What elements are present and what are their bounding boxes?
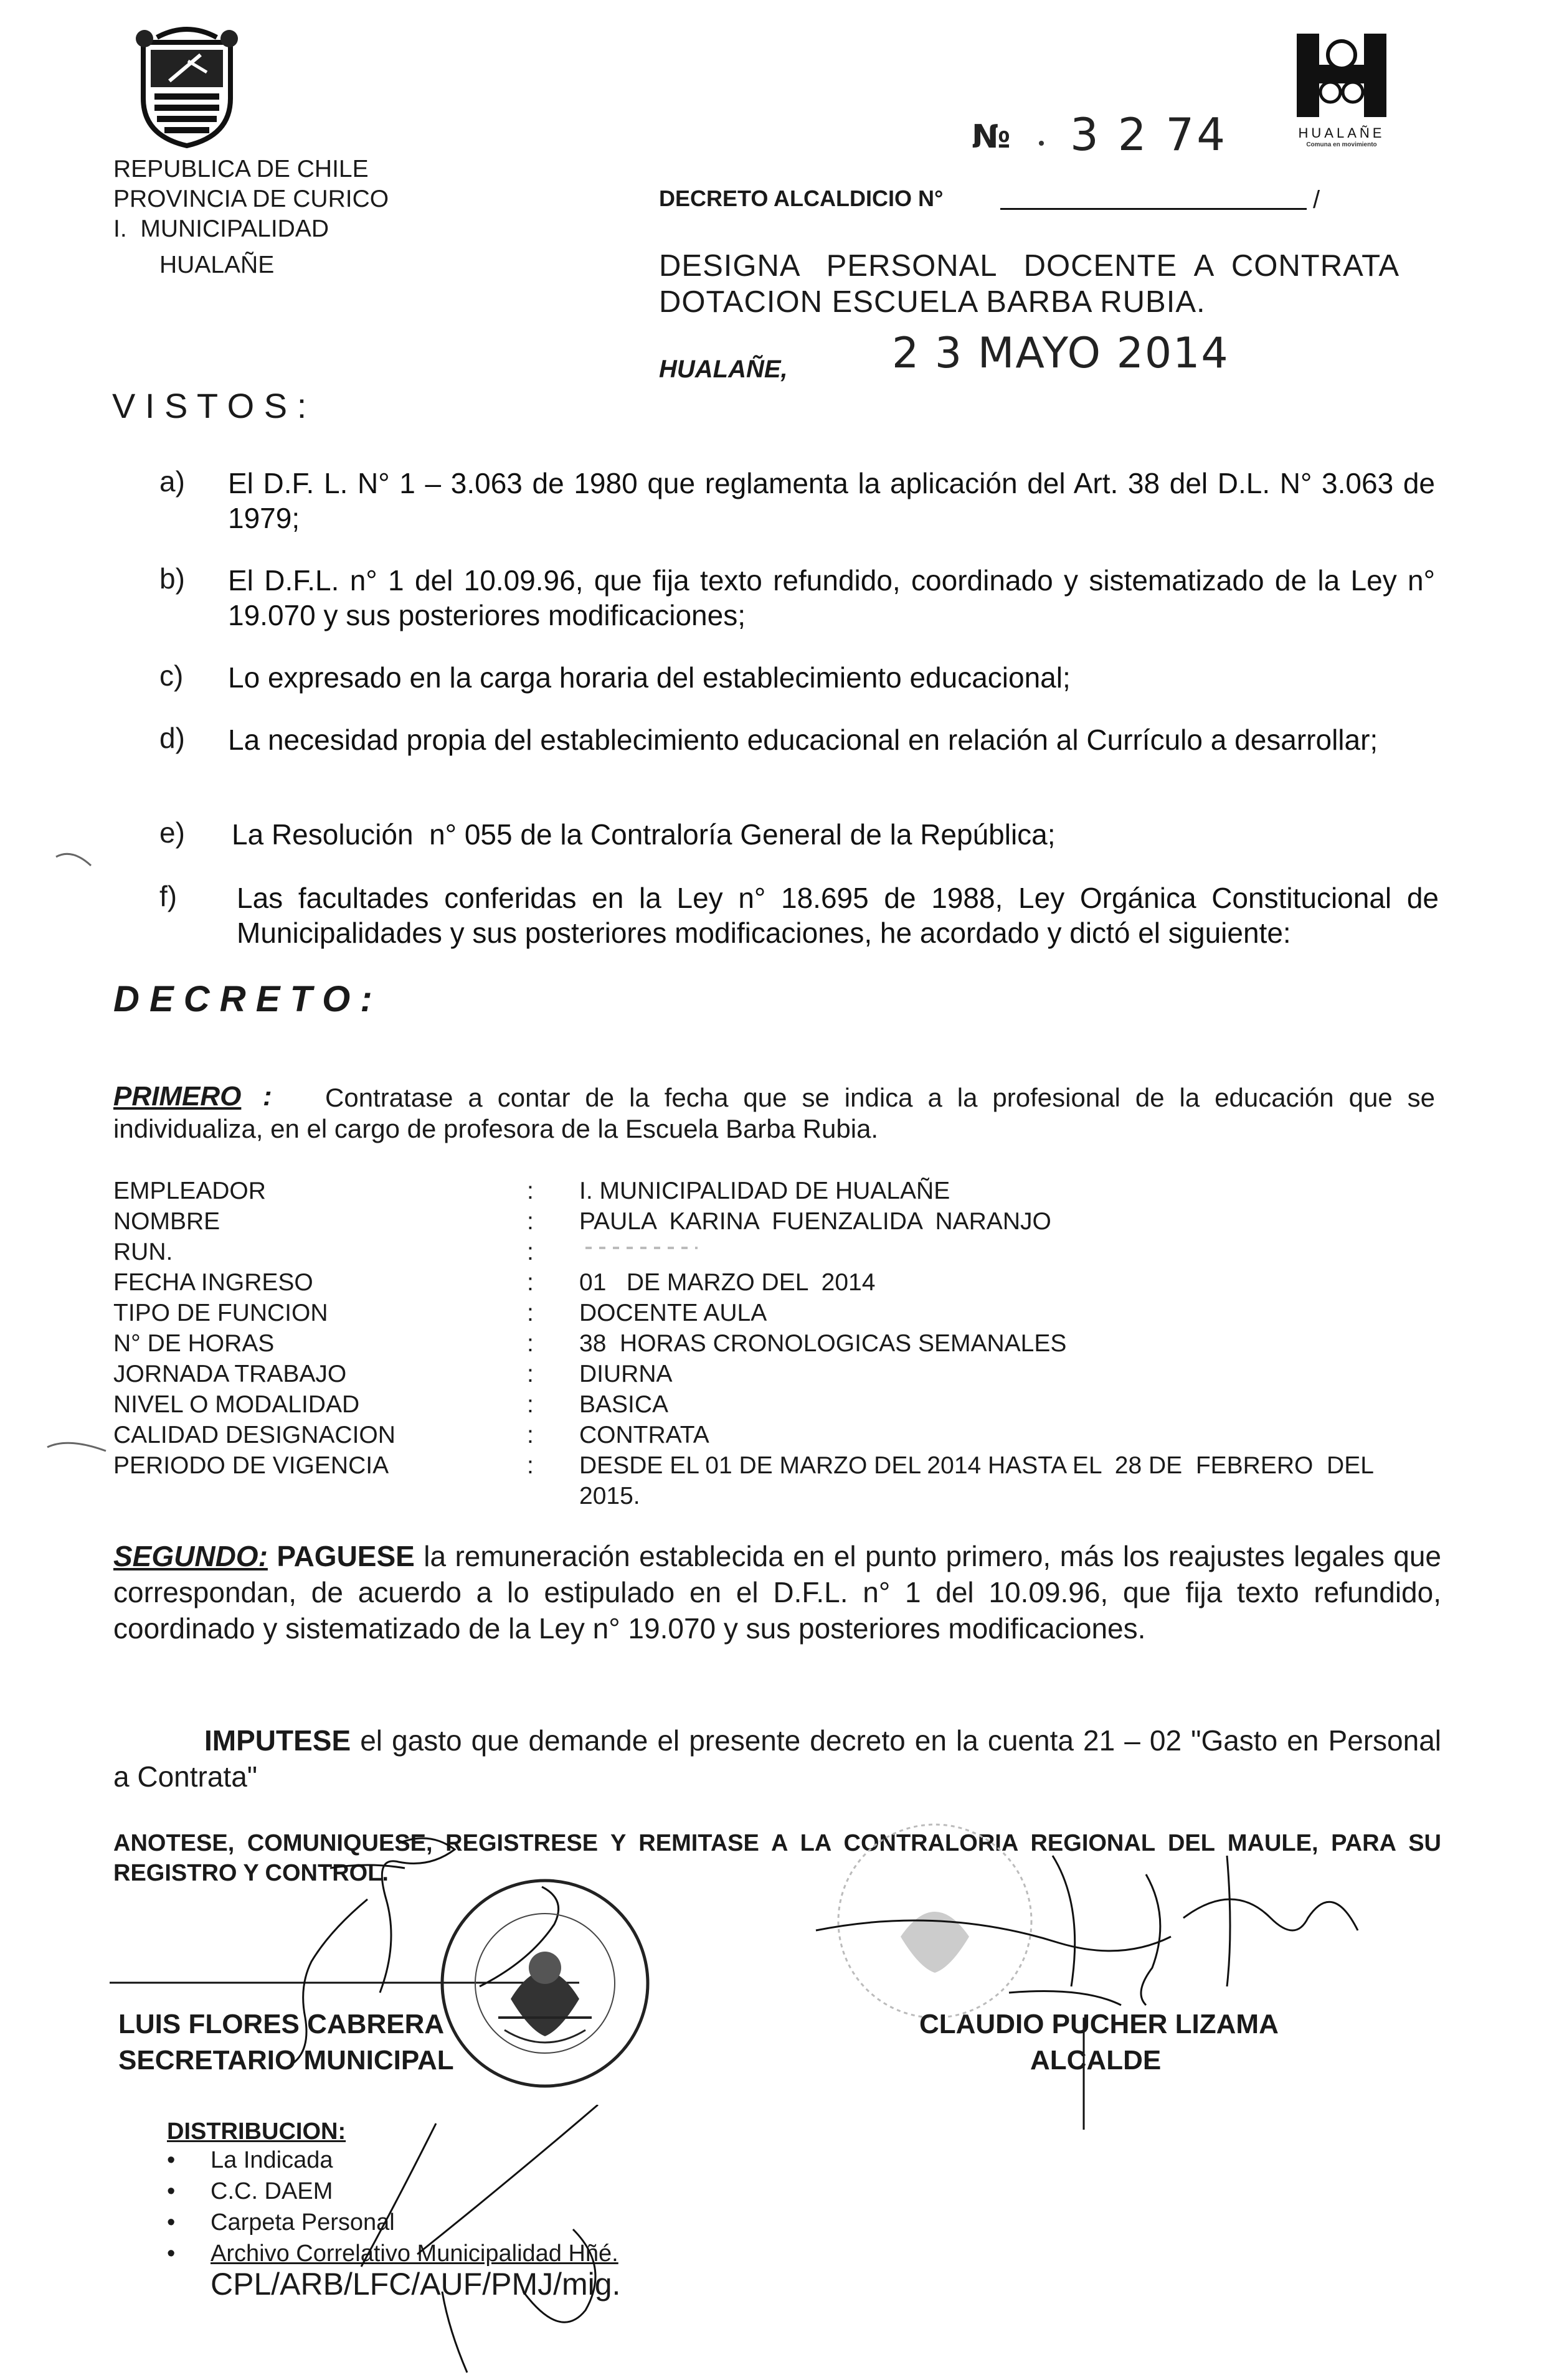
distribution-bullet: • [167,2241,176,2267]
table-colon: : [527,1361,534,1387]
table-label-function: TIPO DE FUNCION [113,1300,328,1326]
hualane-logo-tagline: Comuna en movimiento [1306,141,1377,148]
decree-subject-line1: DESIGNA PERSONAL DOCENTE A CONTRATA [659,249,1400,283]
table-value-period: DESDE EL 01 DE MARZO DEL 2014 HASTA EL 28 DE FEBRERO DEL [579,1452,1374,1479]
table-colon: : [527,1452,534,1479]
distribution-item: La Indicada [211,2147,333,2173]
distribution-bullet: • [167,2178,176,2204]
table-value-designation: CONTRATA [579,1422,709,1448]
visto-text-d: La necesidad propia del establecimiento educacional en relación al Currículo a desarrollar; [228,724,1378,756]
right-signer-role: ALCALDE [1030,2045,1162,2075]
republic-line: REPUBLICA DE CHILE [113,156,369,182]
table-label-name: NOMBRE [113,1208,220,1235]
table-colon: : [527,1178,534,1204]
distribution-bullet: • [167,2209,176,2236]
visto-text-a: El D.F. L. N° 1 – 3.063 de 1980 que reglamenta la aplicación del Art. 38 del D.L. N° 3.063 de 1979; [228,467,1435,534]
place-label: HUALAÑE, [659,356,788,383]
table-value-level: BASICA [579,1391,669,1418]
segundo-paragraph [113,1538,1441,1646]
visto-text-c: Lo expresado en la carga horaria del establecimiento educacional; [228,661,1071,694]
visto-text-f: Las facultades conferidas en la Ley n° 18.695 de 1988, Ley Orgánica Constitucional de Municipalidades y sus posteriores modificaciones, he acordado y dictó el siguiente: [237,882,1439,949]
coat-of-arms-logo [132,24,242,148]
anotese-paragraph: ANOTESE, COMUNIQUESE, REGISTRESE Y REMITASE A LA CONTRALORIA REGIONAL DEL MAULE, PARA SU REGISTRO Y CONTROL. [113,1830,1441,1886]
primero-label: PRIMERO [113,1081,242,1112]
table-label-schedule: JORNADA TRABAJO [113,1361,347,1387]
decree-slash: / [1313,186,1320,214]
right-signer-name: CLAUDIO PUCHER LIZAMA [919,2009,1279,2039]
distribution-initials: CPL/ARB/LFC/AUF/PMJ/mig. [211,2267,621,2302]
visto-letter-d: d) [159,722,185,754]
imputese-text: el gasto que demande el presente decreto en la cuenta 21 – 02 "Gasto en Personal a Contrata" [113,1724,1441,1793]
visto-letter-b: b) [159,562,185,595]
decree-stamp-prefix: № [972,118,1011,156]
decreto-title: D E C R E T O : [113,979,372,1019]
vistos-title: V I S T O S : [112,386,307,425]
province-line: PROVINCIA DE CURICO [113,186,389,212]
distribution-item: Archivo Correlativo Municipalidad Hñé. [211,2241,618,2267]
table-value-name: PAULA KARINA FUENZALIDA NARANJO [579,1208,1051,1235]
table-label-start-date: FECHA INGRESO [113,1269,313,1296]
decree-number-line [1000,208,1307,210]
margin-mark [54,844,97,869]
left-signature-tail [324,2105,648,2379]
table-value-run-redacted [585,1247,698,1249]
table-colon: : [527,1208,534,1235]
date-stamp: 2 3 MAYO 2014 [892,329,1229,378]
visto-text-e: La Resolución n° 055 de la Contraloría General de la República; [232,818,1056,851]
municipality-line: I. MUNICIPALIDAD [113,215,329,242]
primero-text: Contratase a contar de la fecha que se indica a la profesional de la educación que se individualiza, en el cargo de profesora de la Escuela Barba Rubia. [113,1083,1435,1143]
table-colon: : [527,1391,534,1418]
right-signature [797,1781,1457,2155]
visto-letter-e: e) [159,816,185,849]
distribution-bullet: • [167,2147,176,2173]
table-colon: : [527,1269,534,1296]
table-colon: : [527,1239,534,1265]
table-value-start-date: 01 DE MARZO DEL 2014 [579,1269,876,1296]
distribution-item: C.C. DAEM [211,2178,333,2204]
imputese-bold-word: IMPUTESE [204,1724,351,1757]
visto-text-b: El D.F.L. n° 1 del 10.09.96, que fija texto refundido, coordinado y sistematizado de la Ley n° 19.070 y sus posteriores modificaciones; [228,564,1435,631]
hualane-logo-text: HUALAÑE [1298,125,1385,141]
table-label-designation: CALIDAD DESIGNACION [113,1422,395,1448]
table-label-run: RUN. [113,1239,173,1265]
decree-stamp-dot [1039,141,1044,146]
table-label-hours: N° DE HORAS [113,1330,275,1357]
decree-subject-line2: DOTACION ESCUELA BARBA RUBIA. [659,285,1206,319]
table-colon: : [527,1300,534,1326]
left-signer-name: LUIS FLORES CABRERA [118,2009,445,2039]
segundo-label: SEGUNDO: [113,1540,268,1572]
distribution-item: Carpeta Personal [211,2209,395,2236]
table-value-employer: I. MUNICIPALIDAD DE HUALAÑE [579,1178,950,1204]
segundo-bold-word: PAGUESE [277,1540,415,1572]
margin-mark [44,1432,112,1457]
table-label-period: PERIODO DE VIGENCIA [113,1452,389,1479]
table-label-level: NIVEL O MODALIDAD [113,1391,360,1418]
commune-line: HUALAÑE [159,252,275,278]
primero-colon: : [263,1081,272,1112]
table-value-schedule: DIURNA [579,1361,673,1387]
table-value-function: DOCENTE AULA [579,1300,767,1326]
table-value-period-cont: 2015. [579,1483,640,1509]
distribution-title: DISTRIBUCION: [167,2118,346,2145]
segundo-text: la remuneración establecida en el punto primero, más los reajustes legales que correspondan, de acuerdo a lo estipulado en el D.F.L. n° 1 del 10.09.96, que fija texto refundido, coordinado y sistematizado de la Ley n° 19.070 y sus posteriores modificaciones. [113,1540,1442,1645]
visto-letter-a: a) [159,465,185,498]
decree-label: DECRETO ALCALDICIO N° [659,186,944,211]
visto-letter-f: f) [159,880,178,912]
table-colon: : [527,1330,534,1357]
table-label-employer: EMPLEADOR [113,1178,266,1204]
hualane-logo [1286,30,1398,148]
left-signer-role: SECRETARIO MUNICIPAL [118,2045,454,2075]
table-value-hours: 38 HORAS CRONOLOGICAS SEMANALES [579,1330,1067,1357]
visto-letter-c: c) [159,659,184,692]
table-colon: : [527,1422,534,1448]
decree-stamp-number: 3 2 74 [1070,108,1228,161]
municipal-seal [436,1874,654,2092]
